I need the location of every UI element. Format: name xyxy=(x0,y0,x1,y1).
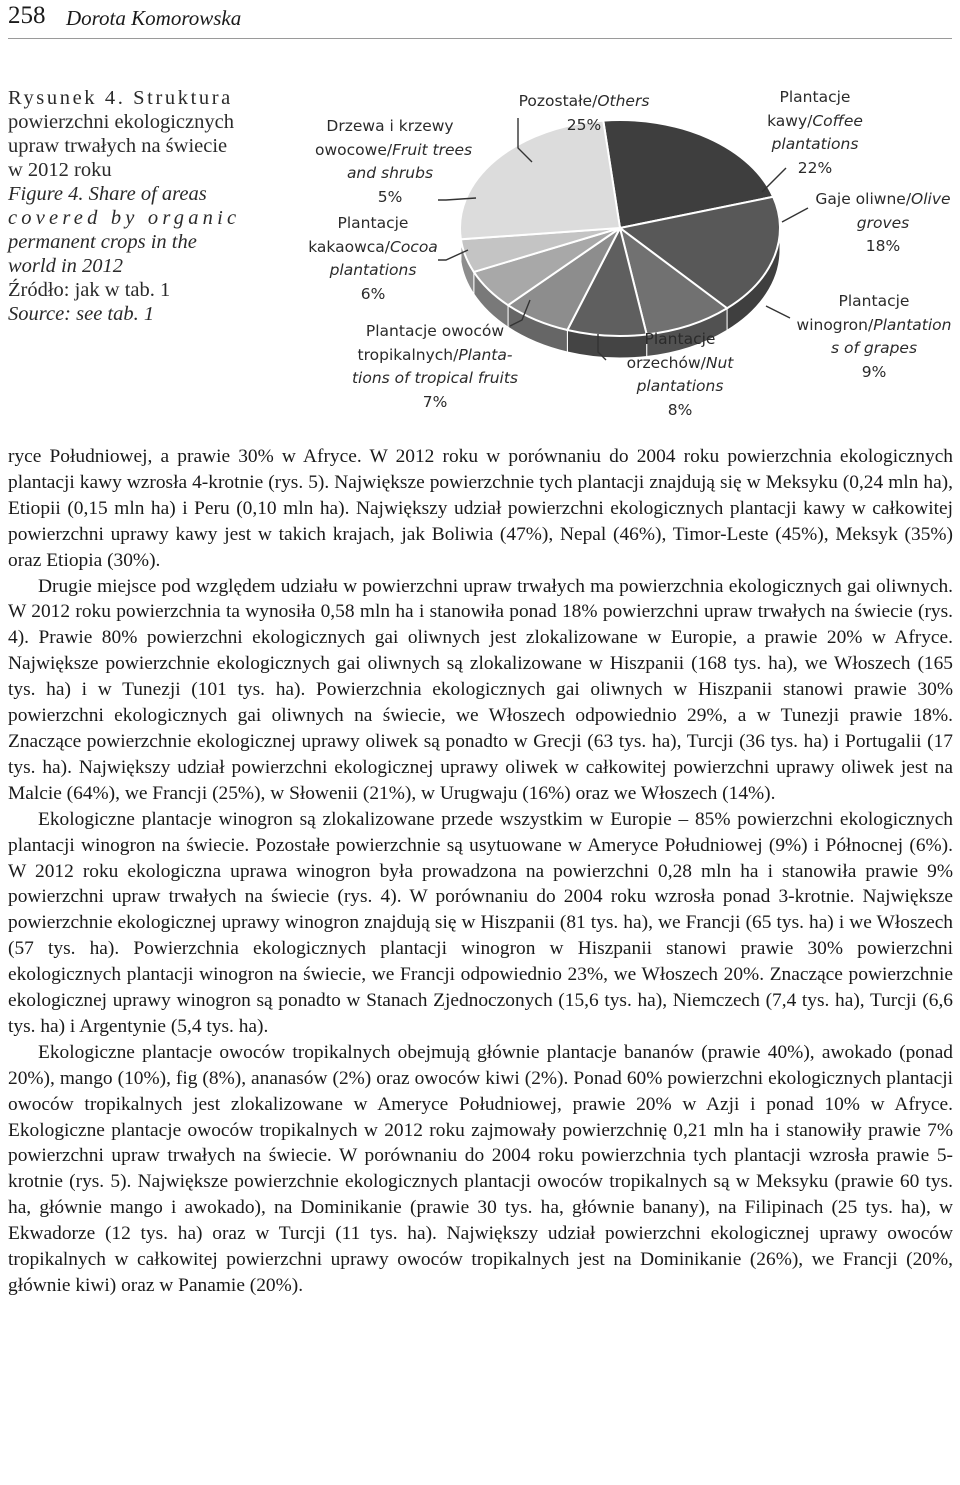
label-nut-line-3: plantations xyxy=(636,377,724,395)
pie-chart xyxy=(0,0,960,440)
label-nut-line-1: Plantacje xyxy=(644,330,716,348)
label-fruit-value: 5% xyxy=(377,187,403,206)
label-cocoa-line-1: Plantacje xyxy=(337,214,409,232)
label-grapes-value: 9% xyxy=(861,362,887,381)
label-cocoa-pl: kakaowca/ xyxy=(308,237,390,256)
label-others xyxy=(509,90,659,137)
leader-line-2 xyxy=(782,208,808,222)
label-tropical-pl: tropikalnych/ xyxy=(357,345,459,364)
label-tropical-line-3: tions of tropical fruits xyxy=(351,369,518,387)
paragraph-4: Ekologiczne plantacje owoców tropikalnych obejmują głównie plantacje bananów (prawie 40%), awokado (ponad 20%), mango (10%), fig (8%), ananasów (2%) oraz owoców kiwi (2%). Ponad 60% powierzchni ekologicznych plantacji owoców tropikalnych jest zlokalizowane w Ameryce Południowej, prawie 20% w Azji i ponad 10% w Afryce. Ekologiczne plantacje owoców tropikalnych w 2012 roku zajmowały powierzchnię 0,21 mln ha i stanowiły prawie 7% powierzchni upraw trwałych na świecie. W porównaniu do 2004 roku powierzchnia tych plantacji wzrosła prawie 5-krotnie (rys. 5). Największe powierzchnie ekologicznych plantacji owoców tropikalnych są w Meksyku (prawie 60 tys. ha, głównie mango i awokado), na Dominikanie (prawie 30 tys. ha, głównie banany), na Filipinach (25 tys. ha), w Ekwadorze (12 tys. ha) oraz w Turcji (11 tys. ha). Największy udział powierzchni ekologicznej uprawy owoców tropikalnych w całkowitej powierzchni uprawy owoców tropikalnych jest na Dominikanie (26%), we Francji (20%, głównie kiwi) oraz w Panamie (20%). xyxy=(8,1041,953,1296)
source-pl: Źródło: jak w tab. 1 xyxy=(8,279,171,301)
label-cocoa xyxy=(298,212,448,306)
paragraph-3: Ekologiczne plantacje winogron są zlokalizowane przede wszystkim w Europie – 85% powierzchni ekologicznych plantacji winogron na świecie. Pozostałe powierzchnie są usytuowane w Ameryce Południowej (9%) i Północnej (6%). W 2012 roku ekologiczna uprawa winogron była prowadzona na powierzchni 0,28 mln ha i stanowiła prawie 9% powierzchni upraw trwałych na świecie (rys. 4). W porównaniu do 2004 roku wzrosła ponad 3-krotnie. Największe powierzchnie ekologicznej uprawy winogron znajdują się w Hiszpanii (81 tys. ha), we Francji (65 tys. ha) i we Włoszech (57 tys. ha). Powierzchnia ekologicznych plantacji winogron w Hiszpanii stanowi prawie 30% powierzchni ekologicznych plantacji winogron na świecie, we Francji odpowiednio 23%, we Włoszech 20%. Znaczące powierzchnie ekologicznej uprawy winogron są ponadto w Stanach Zjednoczonych (15,6 tys. ha), Niemczech (7,4 tys. ha), Turcji (6,6 tys. ha) i Argentynie (5,4 tys. ha). xyxy=(8,808,953,1037)
label-grapes-line-1: Plantacje xyxy=(838,292,910,310)
caption-pl-line-1: Rysunek 4. Struktura xyxy=(8,87,233,109)
label-cocoa-en: Cocoa xyxy=(390,237,438,256)
label-cocoa-line-3: plantations xyxy=(329,261,417,279)
label-olive xyxy=(808,188,958,259)
label-grapes-pl: winogron/ xyxy=(796,315,874,334)
label-fruit-line-1: Drzewa i krzewy xyxy=(326,117,454,135)
label-tropical-value: 7% xyxy=(422,392,448,411)
label-grapes-line-3: s of grapes xyxy=(830,339,918,357)
label-others-pl: Pozostałe/ xyxy=(518,92,598,110)
label-nut-pl: orzechów/ xyxy=(626,353,706,372)
caption-en-line-4: world in 2012 xyxy=(8,255,124,277)
label-olive-en: Olive xyxy=(911,190,951,208)
label-grapes-en: Plantation xyxy=(873,315,952,334)
label-coffee-line-3: plantations xyxy=(771,135,859,153)
label-fruit-line-3: and shrubs xyxy=(346,164,434,182)
label-olive-line-2: groves xyxy=(856,213,910,232)
label-grapes xyxy=(790,290,958,384)
paragraph-1: ryce Południowej, a prawie 30% w Afryce. W 2012 roku w porównaniu do 2004 roku powierzchnia ekologicznych plantacji kawy wzrosła 4-krotnie (rys. 5). Największe powierzchnie tych plantacji znajdują się w Meksyku (0,24 mln ha), Etiopii (0,15 mln ha) i Peru (0,10 mln ha). Największy udział powierzchni ekologicznych plantacji kawy w całkowitej powierzchni uprawy kawy jest w takich krajach, jak Boliwia (47%), Nepal (46%), Timor-Leste (45%), Meksyk (35%) oraz Etiopia (30%). xyxy=(8,446,953,571)
label-tropical-line-1: Plantacje owoców xyxy=(365,322,505,340)
body-text xyxy=(8,444,953,1299)
paragraph-2: Drugie miejsce pod względem udziału w powierzchni upraw trwałych ma powierzchnia ekologicznych gai oliwnych. W 2012 roku powierzchnia ta wynosiła 0,58 mln ha i stanowiła ponad 18% powierzchni upraw trwałych na świecie (rys. 4). Prawie 80% powierzchni ekologicznych gai oliwnych jest zlokalizowane w Europie, a prawie 20% w Afryce. Największe powierzchnie ekologicznych gai oliwnych są zlokalizowane w Hiszpanii (168 tys. ha), we Włoszech (165 tys. ha) i w Tunezji (101 tys. ha). Powierzchnia ekologicznych gai oliwnych w Hiszpanii stanowi prawie 30% powierzchni ekologicznych gai oliwnych na świecie, we Włoszech odpowiednio 29%, a w Tunezji prawie 18%. Znaczące powierzchnie ekologicznej uprawy oliwek są ponadto w Grecji (63 tys. ha), Turcji (36 tys. ha) i Portugalii (17 tys. ha). Największy udział powierzchni ekologicznej uprawy oliwek w całkowitej powierzchni uprawy oliwek jest na Malcie (64%), we Francji (25%), w Słowenii (21%), w Urugwaju (16%) oraz we Włoszech (14%). xyxy=(8,575,953,804)
label-others-en: Others xyxy=(597,92,650,110)
label-coffee-en: Coffee xyxy=(812,111,863,130)
label-nut xyxy=(605,328,755,422)
label-fruit-en: Fruit trees xyxy=(392,140,473,159)
label-coffee xyxy=(735,86,895,180)
label-coffee-pl: kawy/ xyxy=(767,111,813,130)
caption-pl-line-2: powierzchni ekologicznych xyxy=(8,111,234,133)
pie-slice-7 xyxy=(460,121,620,240)
label-olive-value: 18% xyxy=(865,237,901,255)
label-coffee-value: 22% xyxy=(797,158,833,177)
label-nut-value: 8% xyxy=(667,400,693,419)
leader-line-3 xyxy=(766,306,790,318)
label-tropical-en: Planta- xyxy=(458,345,513,364)
label-fruit-trees xyxy=(315,115,473,209)
caption-en-line-2: covered by organic xyxy=(8,207,241,229)
running-head: Dorota Komorowska xyxy=(66,6,242,30)
source-en: Source: see tab. 1 xyxy=(8,303,155,325)
caption-pl-line-3: upraw trwałych na świecie xyxy=(8,135,228,157)
caption-en-line-3: permanent crops in the xyxy=(8,231,197,253)
label-others-value: 25% xyxy=(566,115,602,134)
label-fruit-pl: owocowe/ xyxy=(315,140,393,159)
label-coffee-line-1: Plantacje xyxy=(779,88,851,106)
caption-en-line-1: Figure 4. Share of areas xyxy=(8,183,207,205)
label-olive-pl: Gaje oliwne/ xyxy=(815,190,912,208)
label-tropical xyxy=(345,320,525,414)
label-cocoa-value: 6% xyxy=(360,284,386,303)
label-nut-en: Nut xyxy=(705,353,734,372)
caption-pl-line-4: w 2012 roku xyxy=(8,159,112,181)
page-number: 258 xyxy=(8,2,46,29)
